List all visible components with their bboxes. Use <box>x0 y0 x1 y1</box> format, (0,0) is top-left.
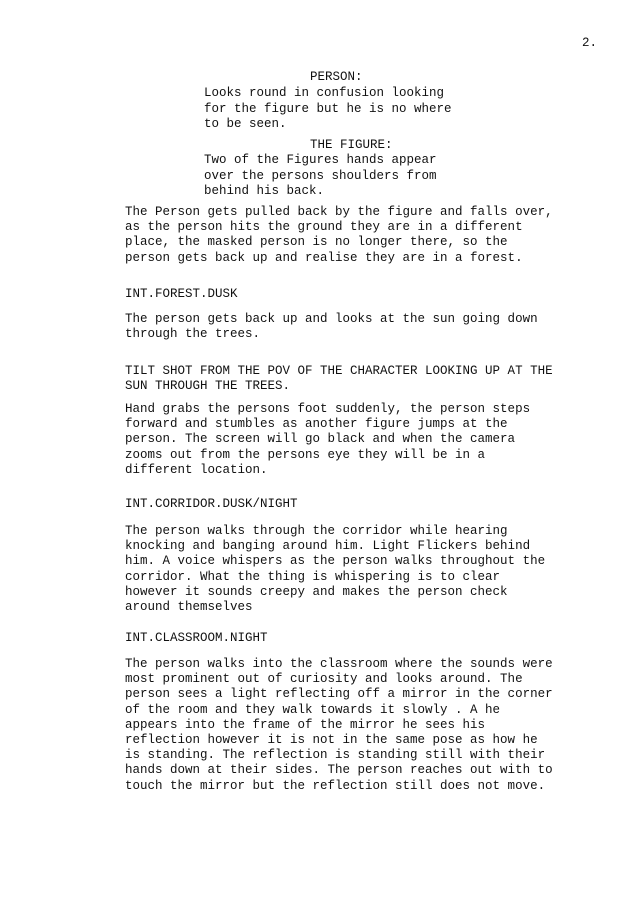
character-name-the-figure: THE FIGURE: <box>310 138 393 152</box>
shot-direction: TILT SHOT FROM THE POV OF THE CHARACTER LOOKING UP AT THE SUN THROUGH THE TREES. <box>125 364 553 394</box>
scene-heading-classroom: INT.CLASSROOM.NIGHT <box>125 631 268 645</box>
action-paragraph: The person gets back up and looks at the sun going down through the trees. <box>125 312 538 342</box>
scene-heading-corridor: INT.CORRIDOR.DUSK/NIGHT <box>125 497 298 511</box>
action-paragraph: The person walks through the corridor while hearing knocking and banging around him. Light Flickers behind him. A voice whispers as the person walks throughout the corridor. What the thing is whispering is to clear however it sounds creepy and makes the person check around themselves <box>125 524 546 615</box>
scene-heading-forest: INT.FOREST.DUSK <box>125 287 238 301</box>
action-paragraph: The person walks into the classroom where the sounds were most prominent out of curiosity and looks around. The person sees a light reflecting off a mirror in the corner of the room and they walk towards it slowly . A he appears into the frame of the mirror he sees his reflection however it is not in the same pose as how he is standing. The reflection is standing still with their hands down at their sides. The person reaches out with to touch the mirror but the reflection still does not move. <box>125 657 553 793</box>
dialogue-person: Looks round in confusion looking for the figure but he is no where to be seen. <box>204 86 452 131</box>
dialogue-the-figure: Two of the Figures hands appear over the persons shoulders from behind his back. <box>204 153 437 198</box>
action-paragraph: Hand grabs the persons foot suddenly, the person steps forward and stumbles as another figure jumps at the person. The screen will go black and when the camera zooms out from the persons eye they will be in a different location. <box>125 402 531 477</box>
action-paragraph: The Person gets pulled back by the figure and falls over, as the person hits the ground they are in a different place, the masked person is no longer there, so the person gets back up and realise they are in a forest. <box>125 205 553 265</box>
page-number: 2. <box>582 36 598 50</box>
character-name-person: PERSON: <box>310 70 363 84</box>
